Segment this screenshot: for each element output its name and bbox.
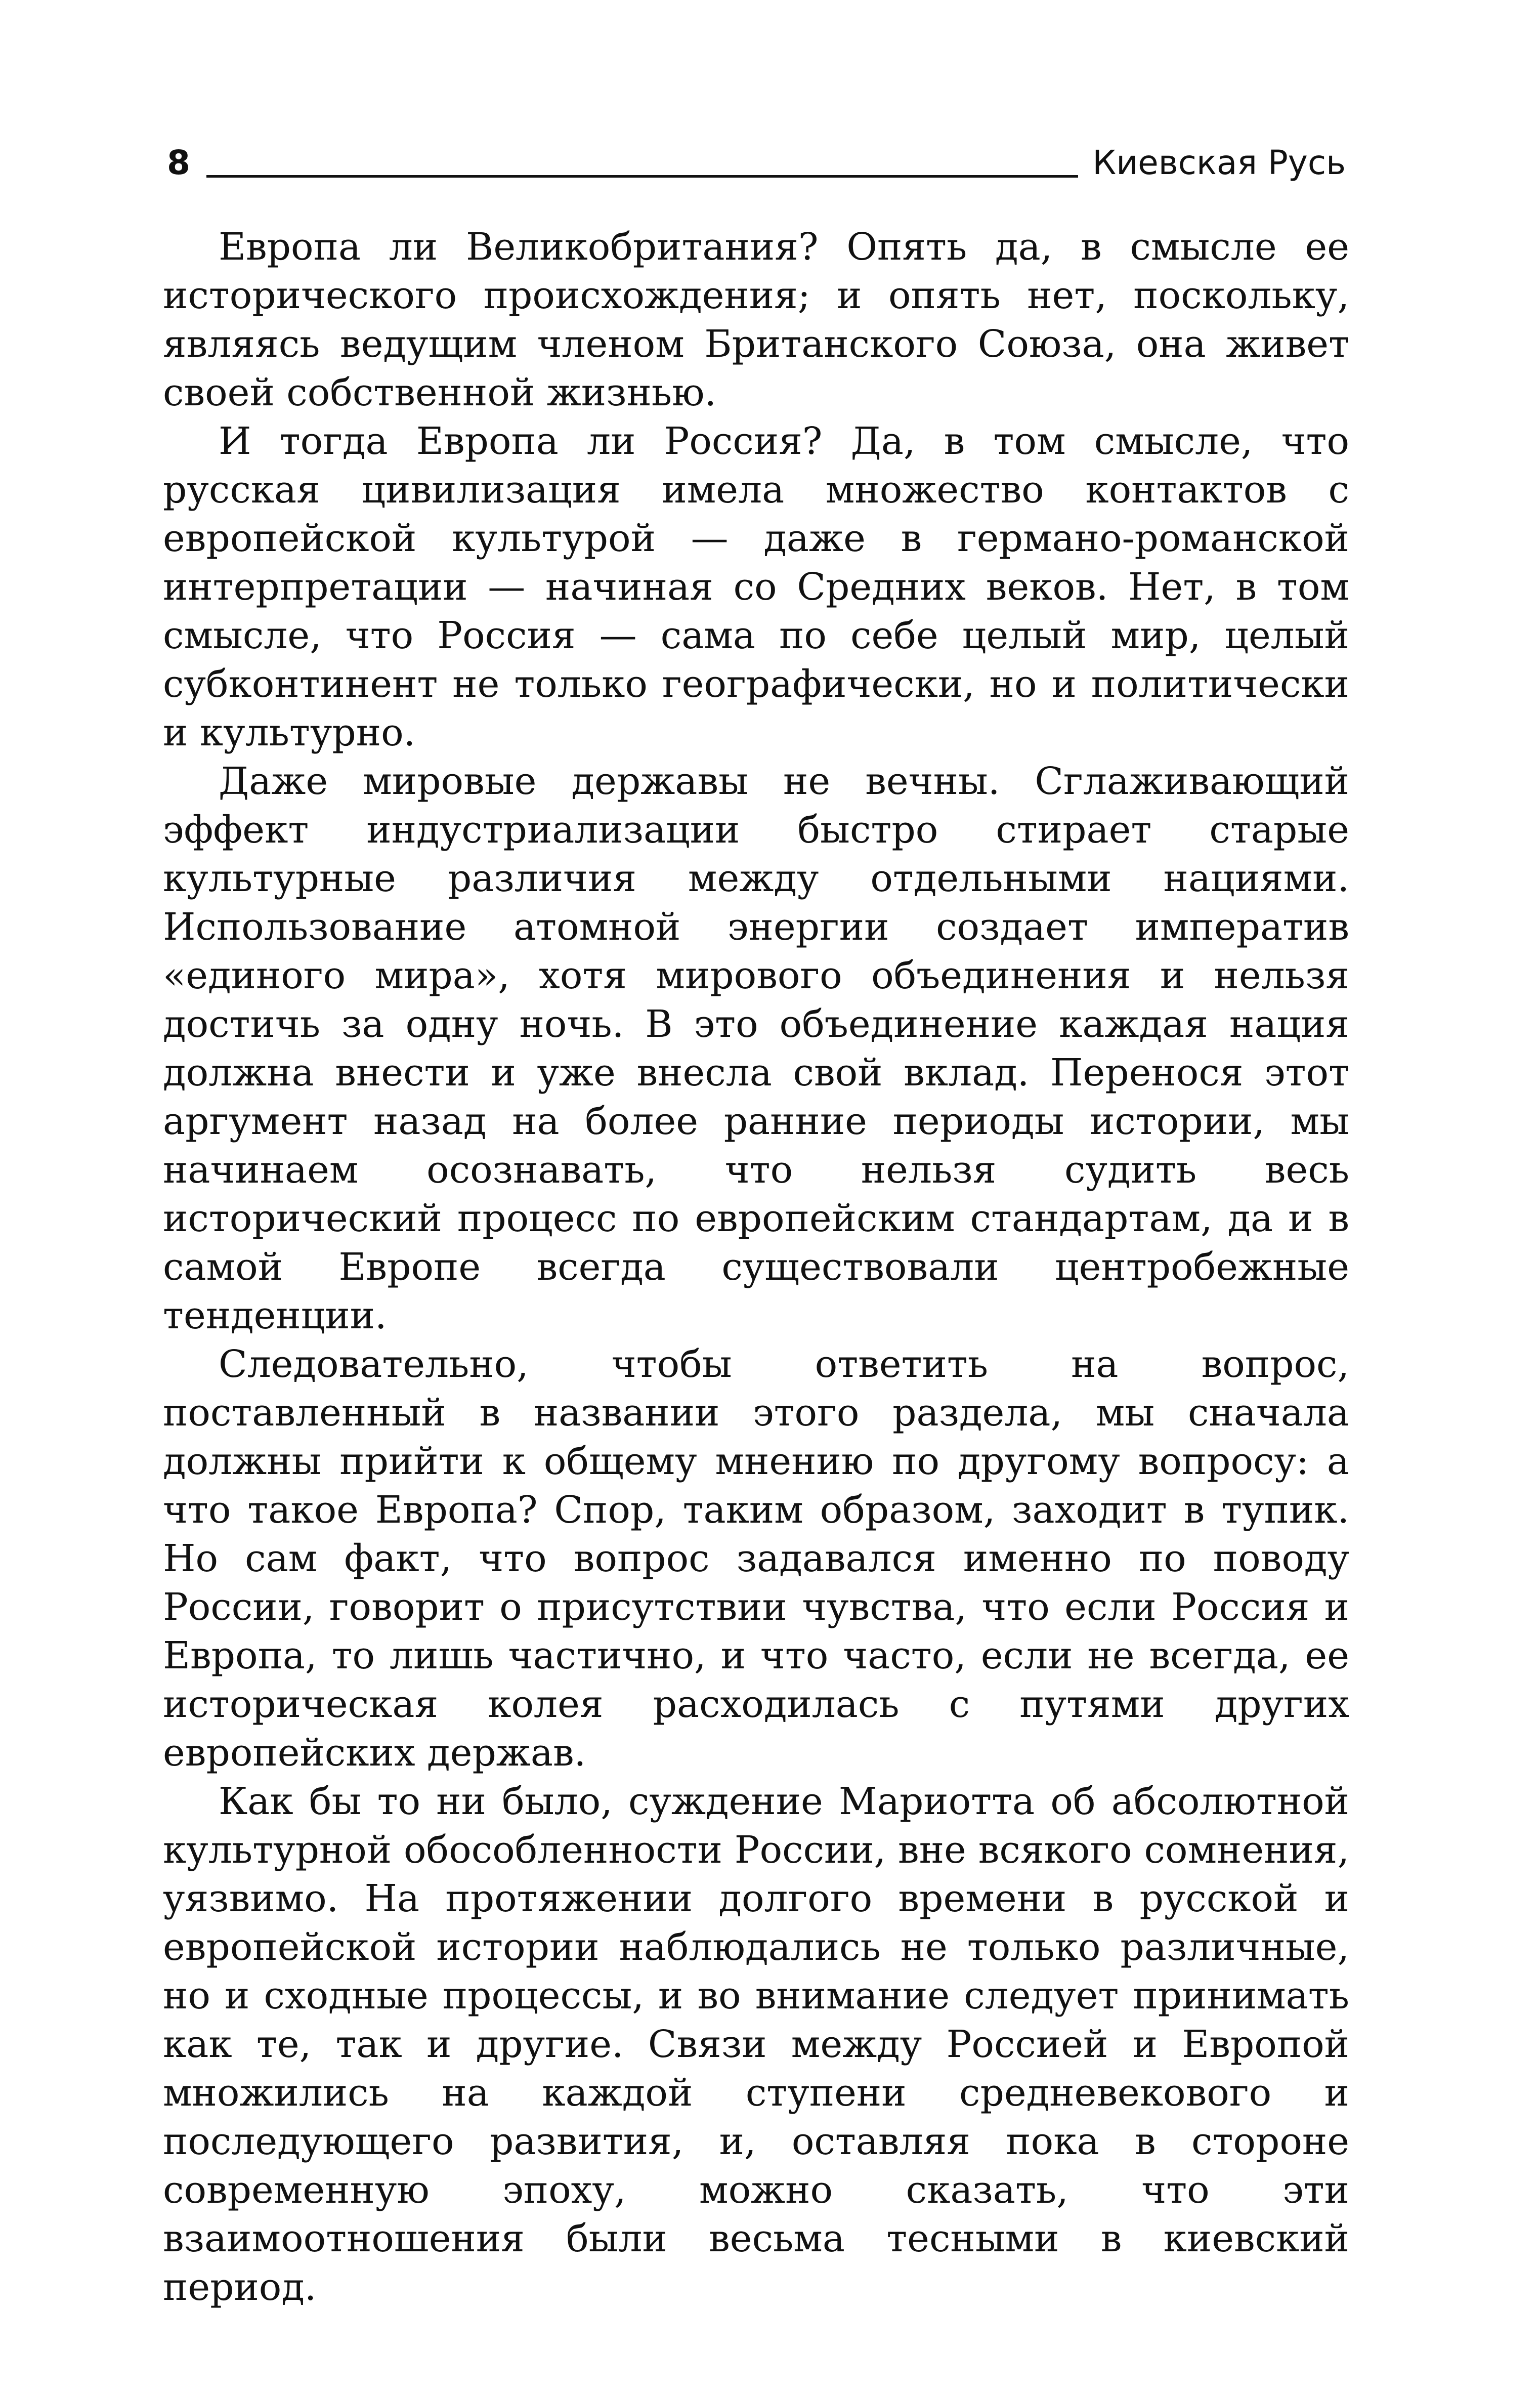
page-number: 8 [167,143,190,182]
body-text [163,223,1349,2312]
header-rule [206,175,1078,178]
paragraph: Следовательно, чтобы ответить на вопрос, поставленный в названии этого раздела, мы сначала должны прийти к общему мнению по другому вопросу: а что такое Европа? Спор, таким образом, заходит в тупик. Но сам факт, что вопрос задавался именно по поводу России, говорит о присутствии чувства, что если Россия и Европа, то лишь частично, и что часто, если не всегда, ее историческая колея расходилась с путями других европейских держав. [163,1342,1349,1775]
running-title: Киевская Русь [1092,143,1346,182]
paragraph: И тогда Европа ли Россия? Да, в том смысле, что русская цивилизация имела множество контактов с европейской культурой — даже в германо-романской интерпретации — начиная со Средних веков. Нет, в том смысле, что Россия — сама по себе целый мир, целый субконтинент не только географически, но и политически и культурно. [163,419,1349,754]
paragraph: Даже мировые державы не вечны. Сглаживающий эффект индустриализации быстро стирает старые культурные различия между отдельными нациями. Использование атомной энергии создает императив «единого мира», хотя мирового объединения и нельзя достичь за одну ночь. В это объединение каждая нация должна внести и уже внесла свой вклад. Перенося этот аргумент назад на более ранние периоды истории, мы начинаем осознавать, что нельзя судить весь исторический процесс по европейским стандартам, да и в самой Европе всегда существовали центробежные тенденции. [163,760,1349,1337]
paragraph: Как бы то ни было, суждение Мариотта об абсолютной культурной обособленности России, вне всякого сомнения, уязвимо. На протяжении долгого времени в русской и европейской истории наблюдались не только различные, но и сходные процессы, и во внимание следует принимать как те, так и другие. Связи между Россией и Европой множились на каждой ступени средневекового и последующего развития, и, оставляя пока в стороне современную эпоху, можно сказать, что эти взаимоотношения были весьма тесными в киевский период. [163,1780,1349,2309]
paragraph: Европа ли Великобритания? Опять да, в смысле ее исторического происхождения; и опять нет, поскольку, являясь ведущим членом Британского Союза, она живет своей собственной жизнью. [163,225,1349,414]
running-head [167,134,1346,180]
